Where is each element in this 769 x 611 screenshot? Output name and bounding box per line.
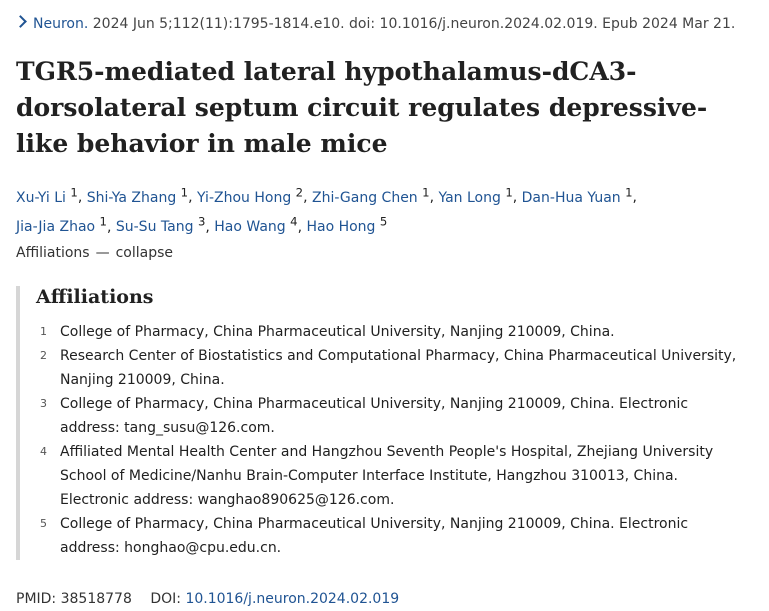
author-item xyxy=(86,185,189,206)
affiliations-heading: Affiliations xyxy=(36,286,154,308)
affiliation-ref[interactable]: 2 xyxy=(295,185,304,199)
author-link[interactable]: Dan-Hua Yuan xyxy=(521,189,621,206)
journal-link[interactable]: Neuron. xyxy=(33,16,89,32)
author-item xyxy=(306,214,388,236)
affiliation-item xyxy=(20,320,746,344)
affiliation-ref[interactable]: 1 xyxy=(99,214,107,229)
collapse-link[interactable]: collapse xyxy=(115,245,174,261)
affiliation-ref[interactable]: 1 xyxy=(625,185,633,199)
affiliation-text: Affiliated Mental Health Center and Hangzhou Seventh People's Hospital, Zhejiang University School of Medicine/Nanhu Brain-Computer Interface Institute, Hangzhou 310013, China. Electronic address: wanghao890625@126.com. xyxy=(60,444,714,508)
citation-details: 2024 Jun 5;112(11):1795-1814.e10. doi: 10.1016/j.neuron.2024.02.019. Epub 2024 Mar 21. xyxy=(92,16,736,32)
affiliation-item xyxy=(20,440,746,512)
affiliation-ref[interactable]: 4 xyxy=(290,214,298,229)
author-item xyxy=(521,185,633,206)
affiliation-item xyxy=(20,512,746,560)
author-item xyxy=(197,185,304,206)
affiliations-panel xyxy=(16,286,750,560)
author-item xyxy=(16,185,78,206)
pmid-value: 38518778 xyxy=(60,591,132,607)
affiliation-ref[interactable]: 5 xyxy=(379,214,388,229)
affiliation-ref[interactable]: 3 xyxy=(197,214,206,229)
citation-line xyxy=(16,14,735,34)
affiliation-ref[interactable]: 1 xyxy=(422,185,430,199)
doi-link[interactable]: 10.1016/j.neuron.2024.02.019 xyxy=(185,591,400,607)
affiliation-text: Research Center of Biostatistics and Computational Pharmacy, China Pharmaceutical University, Nanjing 210009, China. xyxy=(60,348,737,388)
author-link[interactable]: Hao Wang xyxy=(214,219,286,236)
author-link[interactable]: Zhi-Gang Chen xyxy=(311,189,418,206)
toggle-dash: — xyxy=(95,245,110,261)
affiliation-ref[interactable]: 1 xyxy=(180,185,189,199)
author-link[interactable]: Shi-Ya Zhang xyxy=(86,189,177,206)
affiliation-ref[interactable]: 1 xyxy=(70,185,78,199)
affiliation-text: College of Pharmacy, China Pharmaceutical University, Nanjing 210009, China. Electronic address: honghao@cpu.edu.cn. xyxy=(60,516,689,556)
author-link[interactable]: Xu-Yi Li xyxy=(16,189,66,206)
affiliations-toggle[interactable] xyxy=(16,242,173,264)
author-item xyxy=(214,214,298,236)
article-title: TGR5-mediated lateral hypothalamus-dCA3-dorsolateral septum circuit regulates depressive-like behavior in male mice xyxy=(16,57,708,158)
affiliation-item xyxy=(20,392,746,440)
affiliation-number: 2 xyxy=(40,349,47,362)
article-ids xyxy=(16,588,399,610)
affiliation-item xyxy=(20,344,746,392)
author-item xyxy=(311,185,430,206)
affiliations-list xyxy=(20,320,746,560)
affiliation-number: 3 xyxy=(40,397,47,410)
author-list: Xu-Yi Li $^1$, Shi-Ya Zhang $^1$, Yi-Zhou Hong $^2$, Zhi-Gang Chen $^1$, Yan Long $^1$, Dan-Hua Yuan $^1$, Jia-Jia Zhao $^1$, Su-Su Tang $^3$, Hao Wang $^4$, Hao Hong $^5$ xyxy=(16,185,637,236)
doi-label: DOI: xyxy=(150,591,181,607)
affiliation-number: 5 xyxy=(40,517,47,530)
affiliation-text: College of Pharmacy, China Pharmaceutical University, Nanjing 210009, China. Electronic address: tang_susu@126.com. xyxy=(60,396,689,436)
author-link[interactable]: Jia-Jia Zhao xyxy=(16,219,96,236)
author-link[interactable]: Hao Hong xyxy=(306,219,376,236)
author-link[interactable]: Su-Su Tang xyxy=(115,219,194,236)
affiliation-number: 4 xyxy=(40,445,47,458)
author-item xyxy=(438,185,513,206)
author-link[interactable]: Yi-Zhou Hong xyxy=(197,189,292,206)
affiliation-text: College of Pharmacy, China Pharmaceutical University, Nanjing 210009, China. xyxy=(60,324,615,340)
affiliations-toggle-label: Affiliations xyxy=(16,245,90,261)
affiliation-number: 1 xyxy=(40,325,47,338)
author-link[interactable]: Yan Long xyxy=(438,189,501,206)
pmid-label: PMID: xyxy=(16,591,57,607)
affiliation-ref[interactable]: 1 xyxy=(505,185,513,199)
author-item xyxy=(115,214,206,236)
author-item xyxy=(16,214,107,236)
chevron-right-icon[interactable] xyxy=(14,15,27,28)
